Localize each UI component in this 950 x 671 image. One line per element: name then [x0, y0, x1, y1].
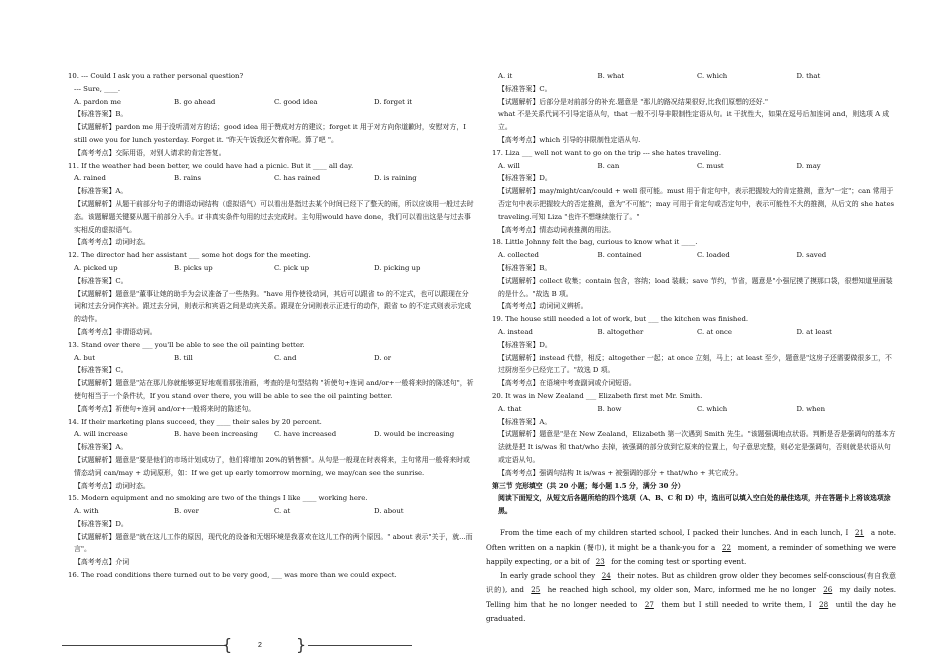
footer-bracket-left: {: [222, 635, 233, 654]
footer-line-left: [62, 645, 227, 646]
answer-analysis: 【试题解析】may/might/can/could + well 很可能。must 用于肯定句中，表示把握较大的肯定推测，意为"一定"；can 常用于否定句中表示把握较大的否定推测，意为"不可能"；may 可用于肯定句或否定句中，表示可能性不大的推测，从后文的 she hates traveling.可知 Liza "也许不想继续旅行了。": [498, 187, 895, 221]
question-stem: 17. Liza ___ well not want to go on the trip --- she hates traveling.: [492, 148, 722, 157]
standard-answer: 【标准答案】B。: [498, 263, 552, 272]
question-stem: 12. The director had her assistant ___ some hot dogs for the meeting.: [68, 251, 311, 260]
cloze-blank: 24: [601, 571, 611, 581]
option-d: D. picking up: [374, 263, 421, 272]
answer-analysis: 【试题解析】题意是"董事让她的助手为会议准备了一些热狗。"have 用作使役动词，其后可以跟省 to 的不定式，也可以跟现在分词和过去分词作宾补。跟过去分词，则表示和宾语之间是动宾关系。跟现在分词则表示正进行的动作，跟省 to 的不定式则表示完成的动作。: [74, 289, 472, 324]
section-instruction: 阅读下面短文，从短文后各题所给的四个选项（A、B、C 和 D）中，选出可以填入空白处的最佳选项，并在答题卡上将该选项涂黑。: [498, 494, 891, 516]
standard-answer: 【标准答案】C。: [74, 276, 128, 285]
section-heading: 第三节 完形填空（共 20 小题；每小题 1.5 分，满分 30 分）: [492, 481, 685, 490]
passage-text: In early grade school they: [500, 571, 598, 581]
standard-answer: 【标准答案】D。: [498, 174, 552, 183]
standard-answer: 【标准答案】A。: [498, 417, 552, 426]
exam-point: 【高考考点】动词时态。: [74, 238, 150, 247]
exam-point: 【高考考点】交际用语，对别人请求的肯定答复。: [74, 148, 226, 157]
question-stem: 15. Modern equipment and no smoking are two of the things I like ____ working here.: [68, 494, 368, 503]
option-c: C. which: [697, 72, 728, 80]
option-a: A. with: [74, 507, 99, 516]
answer-options: [486, 160, 896, 173]
answer-options: [486, 70, 896, 83]
option-a: A. will: [498, 161, 520, 170]
answer-analysis: 【试题解析】题意是"要是他们的市场计划成功了，他们将增加 20%的销售额"。从句是一般现在时表将来，主句常用一般将来时或情态动词 can/may + 动词原形，如：If we get up early tomorrow morning, we may/can see the sunrise.: [74, 455, 470, 477]
question-stem: 20. It was in New Zealand ___ Elizabeth first met Mr. Smith.: [492, 391, 703, 400]
passage-paragraph: [486, 569, 896, 626]
option-a: A. instead: [498, 327, 533, 336]
passage-text: a note. Often written on a napkin (餐巾), it might be a thank-you for a: [486, 528, 896, 552]
option-d: D. about: [374, 507, 404, 516]
answer-options: [62, 428, 474, 441]
answer-analysis: 【试题解析】collect 收集；contain 包含，容纳；load 装载；save 节约，节省，题意是"小强尼摸了摸那口袋，很想知道里面装的是什么。"故选 B 项。: [498, 276, 893, 298]
cloze-blank: 21: [855, 528, 865, 538]
answer-analysis: 【试题解析】pardon me 用于没听清对方的话；good idea 用于赞成对方的建议；forget it 用于对方向你道歉时，安慰对方，I still owe you for lunch yesterday. Forget it. "昨天午饭我还欠着你呢。算了吧 "。: [74, 123, 466, 144]
option-a: A. it: [498, 72, 513, 80]
answer-options: [62, 352, 474, 365]
answer-analysis: 【试题解析】题意是"是在 New Zealand，Elizabeth 第一次遇到 Smith 先生。"该题强调地点状语。判断是否是强调句的基本方法就是把 It is/was 和 that/who 去掉，被强调的部分放到它原来的位置上，句子意思完整，则必定是强调句，否则就是状语从句或定语从句。: [498, 430, 896, 464]
option-d: D. forget it: [374, 97, 413, 106]
passage-text: until the day he graduated.: [486, 599, 896, 624]
text-line: --- Sure, ____.: [74, 84, 121, 93]
answer-options: [486, 249, 896, 262]
exam-point: 【高考考点】介词: [74, 558, 130, 567]
question-stem: 13. Stand over there ___ you'll be able to see the oil painting better.: [68, 340, 305, 349]
exam-point: 【高考考点】祈使句+连词 and/or+一般将来时的陈述句。: [74, 404, 256, 413]
passage-text: for the coming test or sporting event.: [608, 556, 747, 566]
cloze-blank: 26: [823, 585, 833, 595]
footer-bracket-right: }: [296, 635, 307, 654]
exam-point: 【高考考点】非谓语动词。: [74, 327, 157, 336]
standard-answer: 【标准答案】A。: [74, 443, 128, 452]
exam-point: 【高考考点】在语境中考查副词或介词短语。: [498, 379, 636, 388]
answer-options: [62, 96, 474, 109]
option-a: A. will increase: [74, 430, 128, 439]
option-c: C. and: [274, 353, 297, 362]
page-footer: [0, 637, 950, 657]
option-a: A. pardon me: [74, 97, 121, 106]
passage-text: moment, a reminder of something we were happily expecting, or a bit of: [486, 542, 896, 566]
standard-answer: 【标准答案】C。: [498, 84, 552, 93]
answer-analysis: 【试题解析】instead 代替，相反；altogether 一起；at once 立刻，马上；at least 至少，题意是"这房子还需要做很多工，不过厨房至少已经完工了。"故选 D 项。: [498, 353, 892, 375]
passage-text: their notes. But as children grow older they becomes self-conscious(有自我意识的), and: [486, 571, 897, 595]
exam-point: 【高考考点】which 引导的非限制性定语从句.: [498, 135, 641, 144]
cloze-passage: [486, 526, 896, 626]
option-b: B. rains: [174, 174, 202, 183]
option-b: B. till: [174, 353, 193, 362]
option-b: B. over: [174, 507, 199, 516]
option-d: D. at least: [796, 327, 832, 336]
option-b: B. picks up: [174, 263, 213, 272]
exam-point: 【高考考点】动词时态。: [74, 481, 150, 490]
option-b: B. can: [597, 161, 620, 170]
question-stem: 18. Little Johnny felt the bag, curious to know what it ____.: [492, 238, 698, 247]
footer-line-right: [308, 645, 412, 646]
answer-analysis: 【试题解析】后部分是对前部分的补充.题意是 "那儿的路况结果很好,比我们原想的还好.": [498, 97, 769, 106]
answer-options: [486, 403, 896, 416]
cloze-blank: 28: [819, 599, 829, 609]
cloze-blank: 27: [644, 599, 654, 609]
page-number: 2: [258, 642, 262, 649]
standard-answer: 【标准答案】D。: [498, 340, 552, 349]
option-c: C. at: [274, 507, 291, 516]
exam-point: 【高考考点】强调句结构 It is/was + 被强调的部分 + that/who + 其它成分。: [498, 468, 743, 477]
exam-point: 【高考考点】情态动词表推测的用法。: [498, 225, 616, 234]
option-a: A. picked up: [74, 263, 118, 272]
answer-options: [62, 172, 474, 185]
option-a: A. but: [74, 353, 95, 362]
option-c: C. pick up: [274, 263, 310, 272]
cloze-blank: 23: [595, 556, 605, 566]
right-question-list: [486, 70, 896, 480]
option-d: D. would be increasing: [374, 430, 455, 439]
right-column: [486, 70, 896, 626]
option-c: C. must: [697, 161, 724, 170]
option-d: D. saved: [796, 251, 827, 260]
option-a: A. that: [498, 404, 522, 413]
option-c: C. good idea: [274, 97, 318, 106]
option-c: C. has rained: [274, 174, 321, 183]
question-stem: 10. --- Could I ask you a rather personal question?: [68, 72, 244, 80]
standard-answer: 【标准答案】A。: [74, 187, 128, 196]
cloze-blank: 25: [531, 585, 541, 595]
option-b: B. go ahead: [174, 97, 216, 106]
passage-text: my daily notes. Telling him that he no longer needed to: [486, 585, 896, 609]
option-b: B. altogether: [597, 327, 644, 336]
standard-answer: 【标准答案】C。: [74, 366, 128, 375]
option-d: D. or: [374, 353, 392, 362]
standard-answer: 【标准答案】D。: [74, 519, 128, 528]
answer-analysis: 【试题解析】题意是"就在这儿工作的原因，现代化的设备和无烟环境是我喜欢在这儿工作的两个原因。" about 表示"关于，就...而言"。: [74, 532, 473, 554]
option-b: B. have been increasing: [174, 430, 258, 439]
option-b: B. contained: [597, 251, 642, 260]
question-stem: 16. The road conditions there turned out to be very good, ___ was more than we could expect.: [68, 571, 397, 580]
option-c: C. at once: [697, 327, 732, 336]
text-line: what 不是关系代词不引导定语从句，that 一般不引导非限制性定语从句。it 干扰性大，如果在逗号后加连词 and，则选项 A 成立。: [498, 110, 890, 132]
passage-text: them but I still needed to write them, I: [657, 599, 816, 609]
option-d: D. is raining: [374, 174, 417, 183]
cloze-blank: 22: [722, 542, 732, 552]
option-a: A. collected: [498, 251, 539, 260]
question-stem: 19. The house still needed a lot of work, but ___ the kitchen was finished.: [492, 315, 749, 324]
answer-options: [486, 326, 896, 339]
option-d: D. when: [796, 404, 826, 413]
passage-text: he reached high school, my older son, Marc, informed me he no longer: [544, 585, 820, 595]
passage-text: From the time each of my children started school, I packed their lunches. And in each lunch, I: [500, 528, 852, 538]
exam-point: 【高考考点】动词词义辨析。: [498, 302, 588, 311]
answer-analysis: 【试题解析】从题干前部分句子的谓语动词结构（虚拟语气）可以看出是指过去某个时间已经下了整天的雨，所以应该用一般过去时态。该题解题关键要从题干前部分入手。if 非真实条件句用的过去完成时。主句用would have done，我们可以看出这是与过去事实相反的虚拟语气。: [74, 199, 474, 234]
option-c: C. have increased: [274, 430, 337, 439]
option-b: B. how: [597, 404, 622, 413]
option-d: D. that: [796, 72, 821, 80]
passage-paragraph: [486, 526, 896, 569]
answer-options: [62, 505, 474, 518]
question-stem: 11. If the weather had been better, we could have had a picnic. But it ____ all day.: [68, 161, 354, 170]
left-column: [62, 70, 474, 582]
option-c: C. loaded: [697, 251, 730, 260]
option-a: A. rained: [74, 174, 106, 183]
option-d: D. may: [796, 161, 821, 170]
answer-analysis: 【试题解析】题意是"站在那儿你就能够更好地观看那张油画，考查的是句型结构 "祈使句+连词 and/or+一般将来时的陈述句"，祈使句相当于一个条件状，If you stand over there, you will be able to see the oil painting better.: [74, 379, 474, 400]
option-b: B. what: [597, 72, 625, 80]
standard-answer: 【标准答案】B。: [74, 110, 128, 119]
option-c: C. which: [697, 404, 728, 413]
question-stem: 14. If their marketing plans succeed, they ____ their sales by 20 percent.: [68, 417, 322, 426]
answer-options: [62, 262, 474, 275]
